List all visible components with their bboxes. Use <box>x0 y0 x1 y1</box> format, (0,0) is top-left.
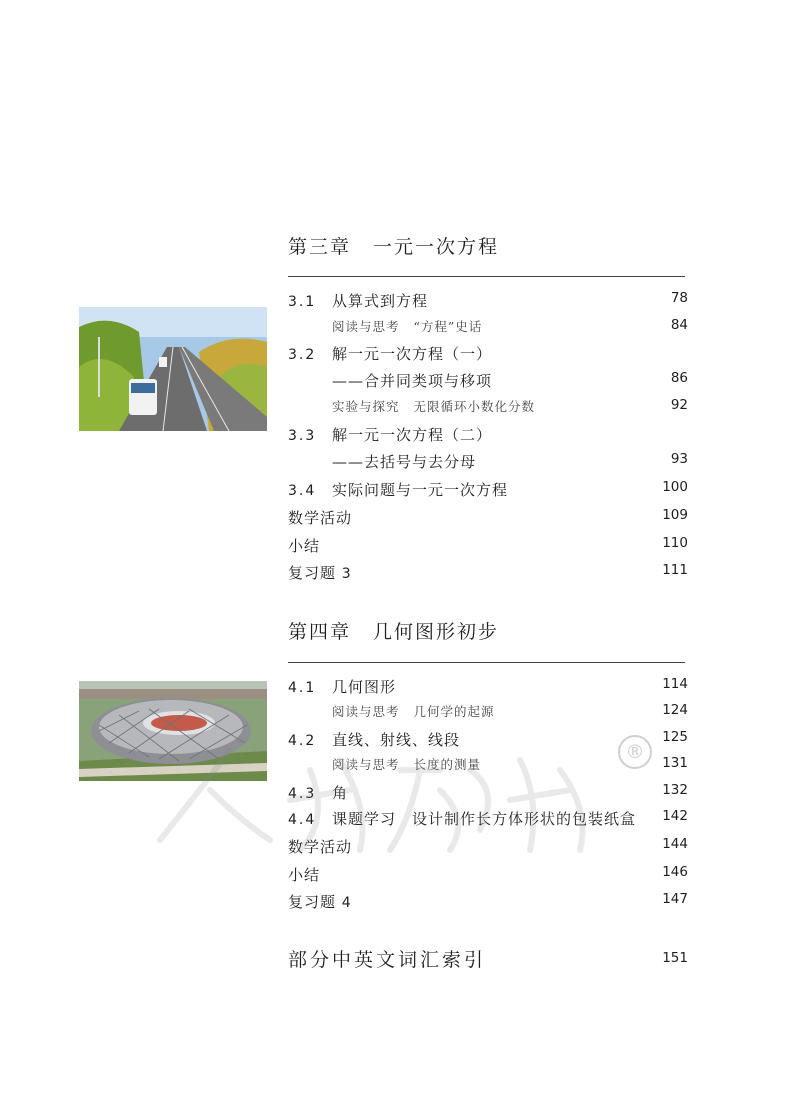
toc-entry[interactable]: 阅读与思考 长度的测量 131 <box>332 755 688 772</box>
toc-entry[interactable]: 复习题 4 147 <box>288 891 688 911</box>
index-title[interactable]: 部分中英文词汇索引 <box>288 949 487 971</box>
toc-entry[interactable]: 3.4 实际问题与一元一次方程 100 <box>288 479 688 499</box>
chapter3-rule <box>288 276 685 277</box>
toc-entry[interactable]: ——去括号与去分母 93 <box>332 451 688 471</box>
registered-mark: ® <box>618 735 652 769</box>
publisher-watermark <box>140 730 640 860</box>
toc-entry[interactable]: 4.1 几何图形 114 <box>288 676 688 696</box>
toc-entry[interactable]: 阅读与思考 几何学的起源 124 <box>332 702 688 719</box>
toc-entry[interactable]: 复习题 3 111 <box>288 562 688 582</box>
toc-entry[interactable]: 小结 110 <box>288 535 688 555</box>
chapter3-title <box>288 232 499 259</box>
toc-entry[interactable]: 4.4 课题学习 设计制作长方体形状的包装纸盒 142 <box>288 808 688 828</box>
chapter4-title <box>288 617 499 644</box>
toc-entry[interactable]: 数学活动 109 <box>288 507 688 527</box>
highway-photo <box>79 307 267 431</box>
toc-entry[interactable]: 3.3 解一元一次方程（二） <box>288 426 493 444</box>
chapter4-name: 几何图形初步 <box>373 621 500 643</box>
toc-entry[interactable]: 4.2 直线、射线、线段 125 <box>288 729 688 749</box>
toc-entry[interactable]: 阅读与思考 “方程”史话 84 <box>332 317 688 334</box>
index-page: 151 <box>662 950 688 966</box>
chapter4-number: 第四章 <box>288 621 352 643</box>
toc-entry[interactable]: 4.3 角 132 <box>288 782 688 802</box>
toc-entry[interactable]: 小结 146 <box>288 864 688 884</box>
toc-entry[interactable]: 实验与探究 无限循环小数化分数 92 <box>332 397 688 414</box>
toc-entry[interactable]: 3.2 解一元一次方程（一） <box>288 345 493 363</box>
chapter4-rule <box>288 662 685 663</box>
toc-entry[interactable]: ——合并同类项与移项 86 <box>332 370 688 390</box>
toc-entry[interactable]: 3.1 从算式到方程 78 <box>288 290 688 310</box>
chapter3-number: 第三章 <box>288 236 352 258</box>
chapter3-name: 一元一次方程 <box>373 236 500 258</box>
toc-entry[interactable]: 数学活动 144 <box>288 836 688 856</box>
